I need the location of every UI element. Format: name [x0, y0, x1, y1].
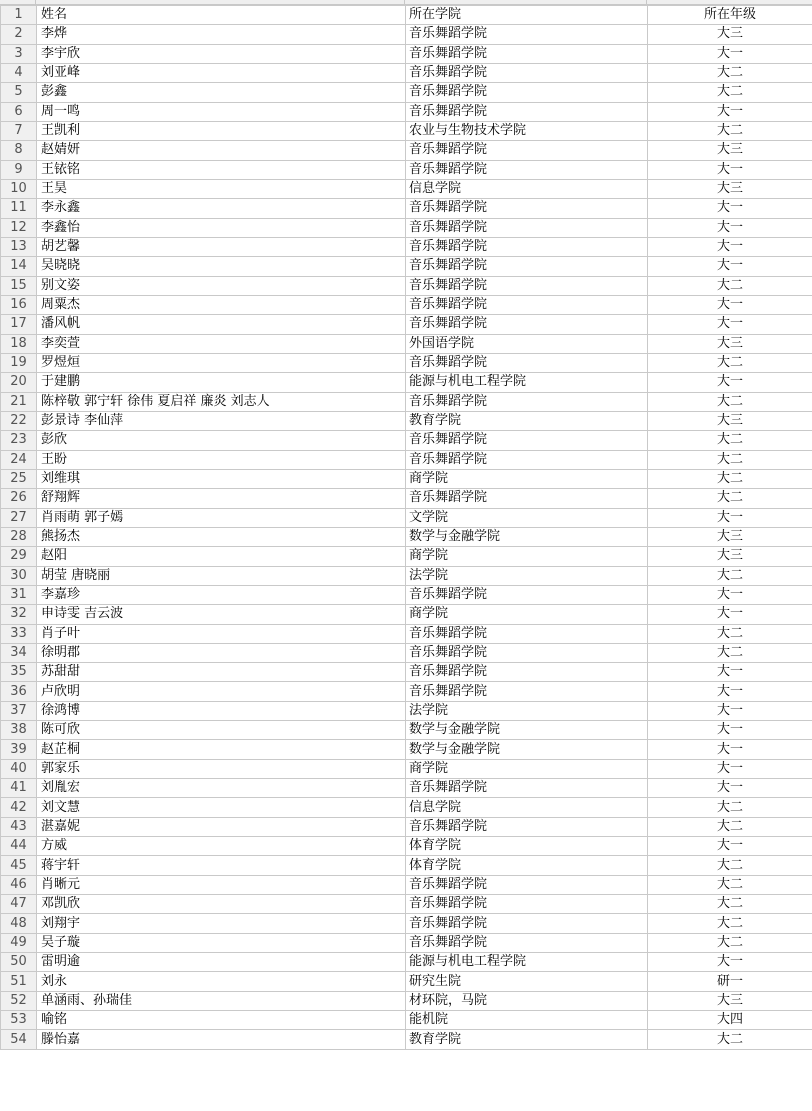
cell-college[interactable]: 法学院 [406, 566, 648, 585]
row-number[interactable]: 11 [1, 199, 37, 218]
row-number[interactable]: 49 [1, 933, 37, 952]
cell-college[interactable]: 音乐舞蹈学院 [406, 237, 648, 256]
cell-name[interactable]: 刘维琪 [37, 469, 406, 488]
row-number[interactable]: 48 [1, 914, 37, 933]
cell-grade[interactable]: 大二 [648, 353, 812, 372]
table-row [1, 160, 812, 179]
cell-grade[interactable]: 大一 [648, 160, 812, 179]
cell-name[interactable]: 别文姿 [37, 276, 406, 295]
table-row [1, 663, 812, 682]
cell-name[interactable]: 李烨 [37, 25, 406, 44]
cell-name[interactable]: 王盼 [37, 450, 406, 469]
table-row [1, 218, 812, 237]
cell-college[interactable]: 音乐舞蹈学院 [406, 83, 648, 102]
table-row [1, 759, 812, 778]
cell-name[interactable]: 于建鹏 [37, 373, 406, 392]
table-row [1, 527, 812, 546]
table-row [1, 199, 812, 218]
cell-college[interactable]: 音乐舞蹈学院 [406, 218, 648, 237]
cell-college[interactable]: 音乐舞蹈学院 [406, 585, 648, 604]
cell-college[interactable]: 音乐舞蹈学院 [406, 199, 648, 218]
table-row [1, 102, 812, 121]
cell-grade[interactable]: 大三 [648, 411, 812, 430]
row-number[interactable]: 31 [1, 585, 37, 604]
cell-grade[interactable]: 大一 [648, 953, 812, 972]
row-number[interactable]: 4 [1, 63, 37, 82]
cell-name[interactable]: 李奕萱 [37, 334, 406, 353]
row-number[interactable]: 7 [1, 121, 37, 140]
table-row [1, 605, 812, 624]
cell-grade[interactable]: 大一 [648, 779, 812, 798]
table-row [1, 141, 812, 160]
cell-name[interactable]: 陈可欣 [37, 721, 406, 740]
row-number[interactable]: 46 [1, 875, 37, 894]
table-row [1, 1030, 812, 1049]
cell-name[interactable]: 彭欣 [37, 431, 406, 450]
cell-name[interactable]: 蒋宇轩 [37, 856, 406, 875]
row-number[interactable]: 39 [1, 740, 37, 759]
cell-college[interactable]: 教育学院 [406, 1030, 648, 1049]
table-row [1, 953, 812, 972]
cell-college[interactable]: 音乐舞蹈学院 [406, 663, 648, 682]
table-row [1, 914, 812, 933]
row-number[interactable]: 24 [1, 450, 37, 469]
row-number[interactable]: 52 [1, 991, 37, 1010]
cell-college[interactable]: 音乐舞蹈学院 [406, 933, 648, 952]
cell-college[interactable]: 音乐舞蹈学院 [406, 914, 648, 933]
table-row [1, 798, 812, 817]
cell-grade[interactable]: 大一 [648, 837, 812, 856]
cell-name[interactable]: 李宇欣 [37, 44, 406, 63]
row-number[interactable]: 28 [1, 527, 37, 546]
cell-name[interactable]: 王铱铭 [37, 160, 406, 179]
cell-grade[interactable]: 大二 [648, 895, 812, 914]
spreadsheet-grid [0, 5, 812, 1050]
grid-body [1, 6, 812, 1050]
table-row [1, 682, 812, 701]
cell-college[interactable]: 音乐舞蹈学院 [406, 141, 648, 160]
cell-grade[interactable]: 大一 [648, 102, 812, 121]
row-number[interactable]: 51 [1, 972, 37, 991]
cell-grade[interactable]: 大四 [648, 1011, 812, 1030]
cell-college[interactable]: 数学与金融学院 [406, 721, 648, 740]
cell-grade[interactable]: 大一 [648, 257, 812, 276]
row-number[interactable]: 9 [1, 160, 37, 179]
cell-grade[interactable]: 大二 [648, 83, 812, 102]
cell-college[interactable]: 音乐舞蹈学院 [406, 895, 648, 914]
cell-grade[interactable]: 大二 [648, 1030, 812, 1049]
cell-college[interactable]: 音乐舞蹈学院 [406, 875, 648, 894]
cell-name[interactable]: 周粟杰 [37, 295, 406, 314]
cell-name[interactable]: 胡莹 唐晓丽 [37, 566, 406, 585]
cell-grade[interactable]: 大一 [648, 315, 812, 334]
table-row [1, 972, 812, 991]
cell-grade[interactable]: 研一 [648, 972, 812, 991]
cell-college[interactable]: 商学院 [406, 547, 648, 566]
table-row [1, 392, 812, 411]
table-row [1, 585, 812, 604]
cell-college[interactable]: 材环院，马院 [406, 991, 648, 1010]
row-number[interactable]: 35 [1, 663, 37, 682]
cell-college[interactable]: 商学院 [406, 469, 648, 488]
row-number[interactable]: 8 [1, 141, 37, 160]
cell-grade[interactable]: 大三 [648, 141, 812, 160]
cell-college[interactable]: 能源与机电工程学院 [406, 953, 648, 972]
header-cell-name[interactable]: 姓名 [37, 6, 406, 25]
row-number[interactable]: 42 [1, 798, 37, 817]
cell-name[interactable]: 赵阳 [37, 547, 406, 566]
cell-college[interactable]: 文学院 [406, 508, 648, 527]
table-row [1, 933, 812, 952]
cell-college[interactable]: 商学院 [406, 605, 648, 624]
row-number[interactable]: 2 [1, 25, 37, 44]
cell-name[interactable]: 周一鸣 [37, 102, 406, 121]
cell-college[interactable]: 能源与机电工程学院 [406, 373, 648, 392]
row-number[interactable]: 23 [1, 431, 37, 450]
cell-name[interactable]: 胡艺馨 [37, 237, 406, 256]
row-number[interactable]: 34 [1, 643, 37, 662]
row-number[interactable]: 15 [1, 276, 37, 295]
table-row [1, 489, 812, 508]
row-number[interactable]: 10 [1, 179, 37, 198]
cell-name[interactable]: 肖晰元 [37, 875, 406, 894]
cell-college[interactable]: 音乐舞蹈学院 [406, 353, 648, 372]
header-cell-grade[interactable]: 所在年级 [648, 6, 812, 25]
cell-grade[interactable]: 大三 [648, 991, 812, 1010]
row-number[interactable]: 20 [1, 373, 37, 392]
cell-grade[interactable]: 大三 [648, 547, 812, 566]
cell-college[interactable]: 音乐舞蹈学院 [406, 276, 648, 295]
cell-name[interactable]: 罗煜烜 [37, 353, 406, 372]
row-number[interactable]: 43 [1, 817, 37, 836]
cell-college[interactable]: 数学与金融学院 [406, 527, 648, 546]
cell-name[interactable]: 吴子璇 [37, 933, 406, 952]
cell-grade[interactable]: 大一 [648, 682, 812, 701]
cell-college[interactable]: 信息学院 [406, 179, 648, 198]
table-row [1, 257, 812, 276]
cell-grade[interactable]: 大二 [648, 856, 812, 875]
row-number[interactable]: 47 [1, 895, 37, 914]
cell-grade[interactable]: 大二 [648, 276, 812, 295]
cell-college[interactable]: 音乐舞蹈学院 [406, 25, 648, 44]
table-row [1, 431, 812, 450]
cell-name[interactable]: 赵芷桐 [37, 740, 406, 759]
row-number[interactable]: 14 [1, 257, 37, 276]
cell-name[interactable]: 刘亚峰 [37, 63, 406, 82]
row-number[interactable]: 45 [1, 856, 37, 875]
table-row [1, 895, 812, 914]
cell-name[interactable]: 方威 [37, 837, 406, 856]
cell-name[interactable]: 舒翔辉 [37, 489, 406, 508]
cell-college[interactable]: 法学院 [406, 701, 648, 720]
cell-grade[interactable]: 大一 [648, 759, 812, 778]
cell-name[interactable]: 单涵雨、孙瑞佳 [37, 991, 406, 1010]
cell-grade[interactable]: 大二 [648, 643, 812, 662]
cell-name[interactable]: 李嘉珍 [37, 585, 406, 604]
cell-name[interactable]: 徐明郡 [37, 643, 406, 662]
cell-college[interactable]: 体育学院 [406, 856, 648, 875]
cell-name[interactable]: 彭鑫 [37, 83, 406, 102]
cell-grade[interactable]: 大一 [648, 701, 812, 720]
table-row [1, 295, 812, 314]
row-number[interactable]: 38 [1, 721, 37, 740]
table-row [1, 856, 812, 875]
cell-grade[interactable]: 大一 [648, 44, 812, 63]
table-row [1, 83, 812, 102]
cell-grade[interactable]: 大一 [648, 663, 812, 682]
row-number[interactable]: 21 [1, 392, 37, 411]
table-row [1, 411, 812, 430]
table-row [1, 837, 812, 856]
table-row [1, 624, 812, 643]
row-number[interactable]: 19 [1, 353, 37, 372]
cell-name[interactable]: 赵婧妍 [37, 141, 406, 160]
row-number[interactable]: 13 [1, 237, 37, 256]
row-number[interactable]: 16 [1, 295, 37, 314]
cell-name[interactable]: 肖雨萌 郭子嫣 [37, 508, 406, 527]
cell-name[interactable]: 刘文慧 [37, 798, 406, 817]
table-row [1, 44, 812, 63]
cell-grade[interactable]: 大三 [648, 334, 812, 353]
row-number[interactable]: 50 [1, 953, 37, 972]
cell-grade[interactable]: 大二 [648, 431, 812, 450]
cell-name[interactable]: 李永鑫 [37, 199, 406, 218]
cell-college[interactable]: 音乐舞蹈学院 [406, 63, 648, 82]
row-number[interactable]: 41 [1, 779, 37, 798]
row-number[interactable]: 6 [1, 102, 37, 121]
row-number[interactable]: 33 [1, 624, 37, 643]
cell-college[interactable]: 音乐舞蹈学院 [406, 643, 648, 662]
cell-grade[interactable]: 大一 [648, 605, 812, 624]
cell-grade[interactable]: 大二 [648, 817, 812, 836]
row-number[interactable]: 25 [1, 469, 37, 488]
row-number[interactable]: 54 [1, 1030, 37, 1049]
table-row [1, 450, 812, 469]
cell-name[interactable]: 郭家乐 [37, 759, 406, 778]
cell-name[interactable]: 李鑫怡 [37, 218, 406, 237]
cell-grade[interactable]: 大二 [648, 624, 812, 643]
row-number[interactable]: 1 [1, 6, 37, 25]
cell-name[interactable]: 吴晓晓 [37, 257, 406, 276]
cell-grade[interactable]: 大一 [648, 237, 812, 256]
cell-grade[interactable]: 大一 [648, 295, 812, 314]
table-row [1, 817, 812, 836]
header-row [1, 6, 812, 25]
table-row [1, 875, 812, 894]
cell-grade[interactable]: 大二 [648, 450, 812, 469]
row-number[interactable]: 26 [1, 489, 37, 508]
table-row [1, 121, 812, 140]
cell-grade[interactable]: 大二 [648, 392, 812, 411]
row-number[interactable]: 5 [1, 83, 37, 102]
cell-college[interactable]: 音乐舞蹈学院 [406, 779, 648, 798]
cell-grade[interactable]: 大三 [648, 179, 812, 198]
cell-college[interactable]: 农业与生物技术学院 [406, 121, 648, 140]
table-row [1, 237, 812, 256]
table-row [1, 373, 812, 392]
cell-grade[interactable]: 大一 [648, 218, 812, 237]
row-number[interactable]: 37 [1, 701, 37, 720]
cell-college[interactable]: 音乐舞蹈学院 [406, 624, 648, 643]
cell-name[interactable]: 王凯利 [37, 121, 406, 140]
table-row [1, 353, 812, 372]
cell-name[interactable]: 邓凯欣 [37, 895, 406, 914]
cell-college[interactable]: 教育学院 [406, 411, 648, 430]
cell-college[interactable]: 音乐舞蹈学院 [406, 44, 648, 63]
cell-college[interactable]: 音乐舞蹈学院 [406, 489, 648, 508]
cell-college[interactable]: 音乐舞蹈学院 [406, 431, 648, 450]
cell-grade[interactable]: 大一 [648, 199, 812, 218]
cell-grade[interactable]: 大二 [648, 63, 812, 82]
row-number[interactable]: 53 [1, 1011, 37, 1030]
cell-name[interactable]: 熊扬杰 [37, 527, 406, 546]
cell-college[interactable]: 音乐舞蹈学院 [406, 102, 648, 121]
cell-name[interactable]: 徐鸿博 [37, 701, 406, 720]
cell-college[interactable]: 体育学院 [406, 837, 648, 856]
cell-name[interactable]: 喻铭 [37, 1011, 406, 1030]
cell-college[interactable]: 外国语学院 [406, 334, 648, 353]
cell-name[interactable]: 肖子叶 [37, 624, 406, 643]
cell-name[interactable]: 卢欣明 [37, 682, 406, 701]
cell-name[interactable]: 申诗雯 吉云波 [37, 605, 406, 624]
cell-grade[interactable]: 大二 [648, 566, 812, 585]
table-row [1, 179, 812, 198]
cell-college[interactable]: 音乐舞蹈学院 [406, 450, 648, 469]
cell-grade[interactable]: 大二 [648, 798, 812, 817]
cell-grade[interactable]: 大一 [648, 373, 812, 392]
cell-name[interactable]: 滕怡嘉 [37, 1030, 406, 1049]
cell-college[interactable]: 音乐舞蹈学院 [406, 817, 648, 836]
cell-name[interactable]: 刘永 [37, 972, 406, 991]
cell-grade[interactable]: 大一 [648, 740, 812, 759]
table-row [1, 701, 812, 720]
cell-grade[interactable]: 大二 [648, 469, 812, 488]
cell-college[interactable]: 数学与金融学院 [406, 740, 648, 759]
table-row [1, 315, 812, 334]
cell-college[interactable]: 能机院 [406, 1011, 648, 1030]
row-number[interactable]: 3 [1, 44, 37, 63]
cell-name[interactable]: 彭景诗 李仙萍 [37, 411, 406, 430]
cell-grade[interactable]: 大二 [648, 914, 812, 933]
table-row [1, 991, 812, 1010]
cell-grade[interactable]: 大二 [648, 933, 812, 952]
cell-name[interactable]: 陈梓敬 郭宁轩 徐伟 夏启祥 廉炎 刘志人 [37, 392, 406, 411]
table-row [1, 63, 812, 82]
cell-college[interactable]: 研究生院 [406, 972, 648, 991]
cell-college[interactable]: 音乐舞蹈学院 [406, 160, 648, 179]
cell-name[interactable]: 湛嘉妮 [37, 817, 406, 836]
header-cell-college[interactable]: 所在学院 [406, 6, 648, 25]
cell-grade[interactable]: 大三 [648, 25, 812, 44]
table-row [1, 334, 812, 353]
table-row [1, 740, 812, 759]
cell-grade[interactable]: 大二 [648, 489, 812, 508]
table-row [1, 276, 812, 295]
row-number[interactable]: 36 [1, 682, 37, 701]
cell-college[interactable]: 音乐舞蹈学院 [406, 682, 648, 701]
cell-college[interactable]: 音乐舞蹈学院 [406, 295, 648, 314]
row-number[interactable]: 30 [1, 566, 37, 585]
cell-college[interactable]: 信息学院 [406, 798, 648, 817]
cell-name[interactable]: 刘胤宏 [37, 779, 406, 798]
row-number[interactable]: 29 [1, 547, 37, 566]
row-number[interactable]: 27 [1, 508, 37, 527]
cell-college[interactable]: 音乐舞蹈学院 [406, 315, 648, 334]
table-row [1, 779, 812, 798]
row-number[interactable]: 17 [1, 315, 37, 334]
table-row [1, 566, 812, 585]
row-number[interactable]: 44 [1, 837, 37, 856]
table-row [1, 643, 812, 662]
table-row [1, 1011, 812, 1030]
table-row [1, 25, 812, 44]
cell-name[interactable]: 苏甜甜 [37, 663, 406, 682]
cell-grade[interactable]: 大二 [648, 875, 812, 894]
row-number[interactable]: 18 [1, 334, 37, 353]
row-number[interactable]: 22 [1, 411, 37, 430]
row-number[interactable]: 12 [1, 218, 37, 237]
table-row [1, 721, 812, 740]
row-number[interactable]: 40 [1, 759, 37, 778]
table-row [1, 508, 812, 527]
cell-name[interactable]: 雷明逾 [37, 953, 406, 972]
cell-grade[interactable]: 大一 [648, 508, 812, 527]
cell-name[interactable]: 刘翔宇 [37, 914, 406, 933]
cell-grade[interactable]: 大三 [648, 527, 812, 546]
row-number[interactable]: 32 [1, 605, 37, 624]
cell-grade[interactable]: 大二 [648, 121, 812, 140]
cell-college[interactable]: 商学院 [406, 759, 648, 778]
cell-college[interactable]: 音乐舞蹈学院 [406, 257, 648, 276]
cell-name[interactable]: 潘风帆 [37, 315, 406, 334]
cell-college[interactable]: 音乐舞蹈学院 [406, 392, 648, 411]
cell-grade[interactable]: 大一 [648, 721, 812, 740]
cell-grade[interactable]: 大一 [648, 585, 812, 604]
table-row [1, 469, 812, 488]
table-row [1, 547, 812, 566]
cell-name[interactable]: 王昊 [37, 179, 406, 198]
